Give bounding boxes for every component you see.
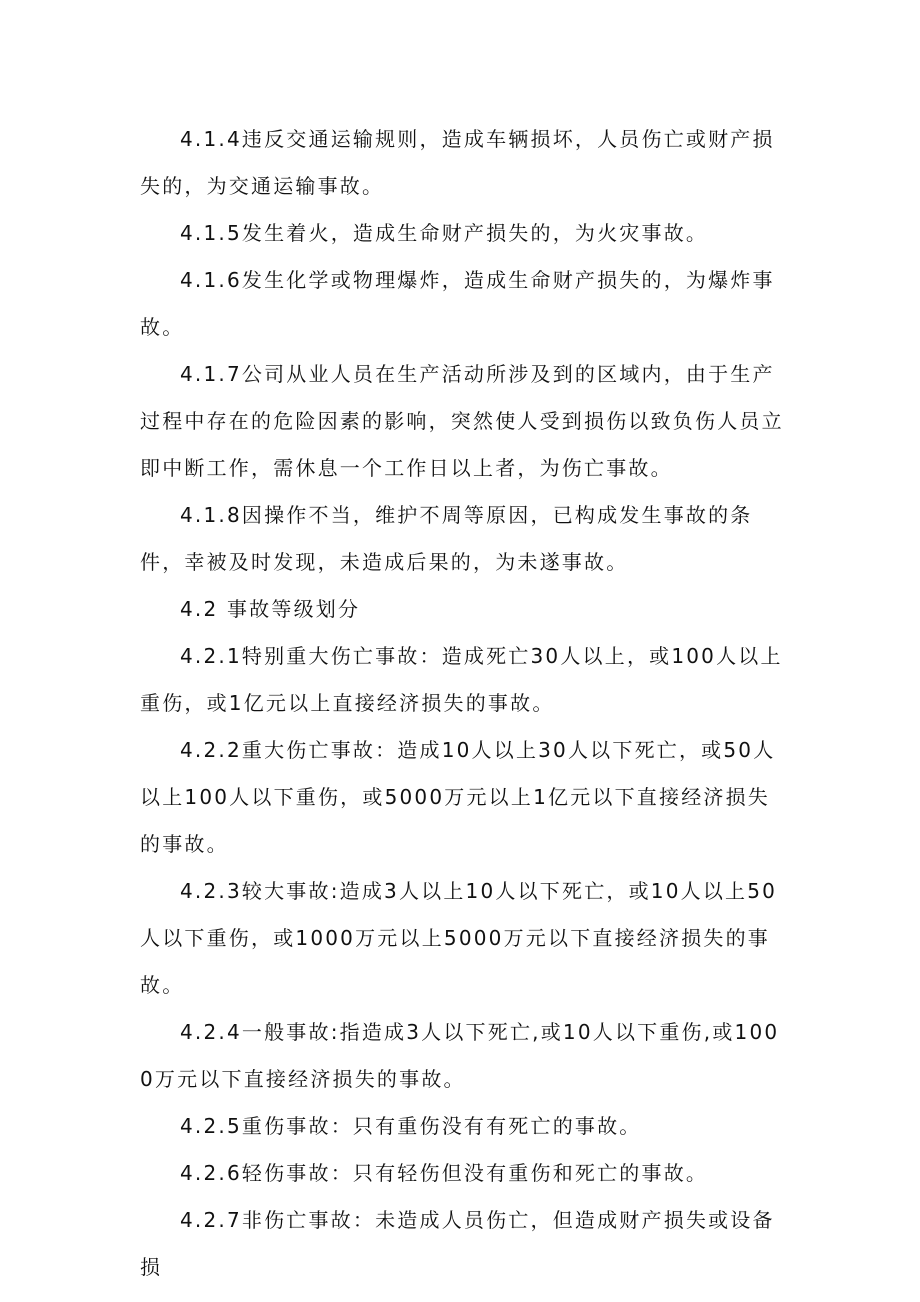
paragraph-4-2-5: 4.2.5重伤事故：只有重伤没有有死亡的事故。 (180, 1114, 642, 1138)
paragraph-4-1-7: 4.1.7公司从业人员在生产活动所涉及到的区域内，由于生产过程中存在的危险因素的影响，突然使人受到损伤以致负伤人员立即中断工作，需休息一个工作日以上者，为伤亡事故。 (140, 362, 784, 480)
paragraph-4-1-5: 4.1.5发生着火，造成生命财产损失的，为火灾事故。 (180, 221, 709, 245)
paragraph-4-1-8: 4.1.8因操作不当，维护不周等原因，已构成发生事故的条件，幸被及时发现，未造成后果的，为未遂事故。 (140, 503, 753, 574)
paragraph-4-2-6: 4.2.6轻伤事故：只有轻伤但没有重伤和死亡的事故。 (180, 1161, 709, 1185)
paragraph-4-2-7: 4.2.7非伤亡事故：未造成人员伤亡，但造成财产损失或设备损 (140, 1208, 775, 1279)
paragraph-4-2-4: 4.2.4一般事故:指造成3人以下死亡,或10人以下重伤,或1000万元以下直接经济损失的事故。 (140, 1020, 780, 1091)
paragraph-4-2-3: 4.2.3较大事故:造成3人以上10人以下死亡，或10人以上50人以下重伤，或1000万元以上5000万元以下直接经济损失的事故。 (140, 879, 778, 997)
document-body (140, 116, 790, 1291)
paragraph-4-1-4: 4.1.4违反交通运输规则，造成车辆损坏，人员伤亡或财产损失的，为交通运输事故。 (140, 127, 775, 198)
paragraph-4-2-1: 4.2.1特别重大伤亡事故：造成死亡30人以上，或100人以上重伤，或1亿元以上直接经济损失的事故。 (140, 644, 783, 715)
paragraph-4-1-6: 4.1.6发生化学或物理爆炸，造成生命财产损失的，为爆炸事故。 (140, 268, 775, 339)
paragraph-4-2-2: 4.2.2重大伤亡事故：造成10人以上30人以下死亡，或50人以上100人以下重伤，或5000万元以上1亿元以下直接经济损失的事故。 (140, 738, 776, 856)
section-heading-4-2: 4.2 事故等级划分 (180, 597, 361, 621)
